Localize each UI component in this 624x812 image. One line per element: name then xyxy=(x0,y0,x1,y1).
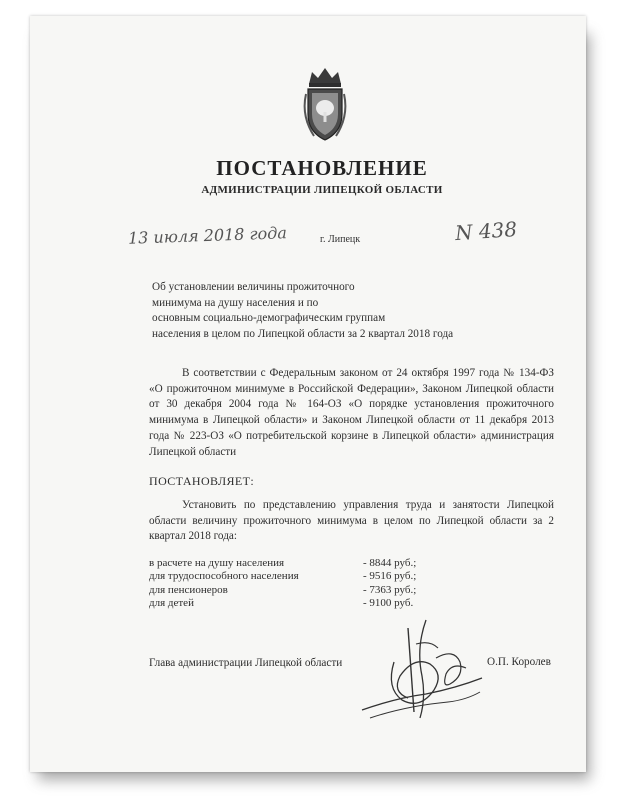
document-page xyxy=(30,16,586,772)
document-heading xyxy=(152,280,453,342)
signature-icon xyxy=(356,618,486,726)
handwritten-date: 13 июля 2018 года xyxy=(127,223,288,248)
resolves-label: ПОСТАНОВЛЯЕТ: xyxy=(149,474,255,488)
list-item xyxy=(149,584,569,597)
heading-line: населения в целом по Липецкой области за 2 квартал 2018 года xyxy=(152,327,454,340)
heading-line: Об установлении величины прожиточного xyxy=(152,281,355,293)
subsistence-values-list xyxy=(149,557,569,611)
row-label: для трудоспособного населения xyxy=(149,570,299,583)
row-value: - 8844 руб.; xyxy=(363,557,417,569)
list-item xyxy=(149,597,569,610)
resolution-paragraph: Установить по представлению управления труда и занятости Липецкой области величину прожиточного минимума в целом по Липецкой области за 2 квартал 2018 года: xyxy=(149,499,554,543)
heading-line: минимума на душу населения и по xyxy=(152,296,319,309)
document-title: ПОСТАНОВЛЕНИЕ xyxy=(216,156,428,180)
preamble-paragraph: В соответствии с Федеральным законом от 24 октября 1997 года № 134-ФЗ «О прожиточном минимуме в Российской Федерации», Законом Липецкой области от 30 декабря 2004 года № 164-ОЗ «О порядке установления прожиточного минимума в Липецкой области» и Законом Липецкой области от 11 декабря 2013 года № 223-ОЗ «О потребительской корзине в Липецкой области» администрация Липецкой области xyxy=(149,367,554,458)
signatory-name: О.П. Королев xyxy=(487,656,551,668)
row-value: - 7363 руб.; xyxy=(363,583,417,596)
list-item xyxy=(149,557,569,570)
city-label: г. Липецк xyxy=(320,234,361,245)
signatory-position: Глава администрации Липецкой области xyxy=(149,657,343,669)
heading-line: основным социально-демографическим группам xyxy=(152,312,386,324)
handwritten-number: N 438 xyxy=(454,216,518,246)
coat-of-arms-icon xyxy=(300,66,350,144)
row-value: - 9100 руб. xyxy=(363,597,414,610)
row-value: - 9516 руб.; xyxy=(363,570,417,583)
list-item xyxy=(149,570,569,583)
document-subtitle: АДМИНИСТРАЦИИ ЛИПЕЦКОЙ ОБЛАСТИ xyxy=(201,184,443,196)
row-label: для пенсионеров xyxy=(149,583,228,596)
row-label: для детей xyxy=(149,597,194,610)
row-label: в расчете на душу населения xyxy=(149,557,285,569)
